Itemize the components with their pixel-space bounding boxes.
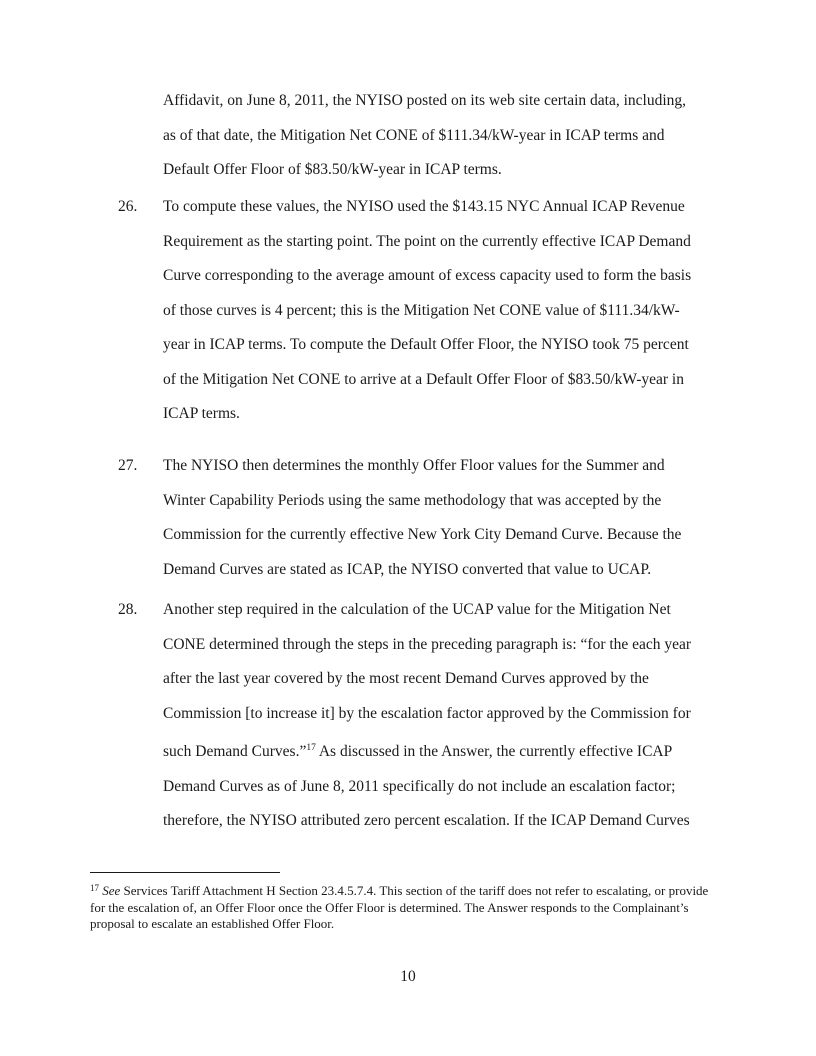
paragraph-28 <box>163 593 723 839</box>
text-fragment: As discussed in the Answer, the currently effective ICAP <box>315 743 673 760</box>
footnote-divider <box>90 872 280 873</box>
text-fragment: such Demand Curves.” <box>163 743 307 760</box>
text-line: as of that date, the Mitigation Net CONE of $111.34/kW-year in ICAP terms and <box>163 126 665 144</box>
text-line: Commission for the currently effective New York City Demand Curve. Because the <box>163 526 682 543</box>
text-line: therefore, the NYISO attributed zero percent escalation. If the ICAP Demand Curves <box>163 812 690 829</box>
continuation-paragraph <box>163 84 723 188</box>
page-number: 10 <box>400 968 416 985</box>
footnote-see: See <box>102 883 121 898</box>
text-line: ICAP terms. <box>163 405 240 422</box>
text-line: of the Mitigation Net CONE to arrive at a Default Offer Floor of $83.50/kW-year in <box>163 370 684 388</box>
text-line: year in ICAP terms. To compute the Default Offer Floor, the NYISO took 75 percent <box>163 336 689 353</box>
text-line: Affidavit, on June 8, 2011, the NYISO posted on its web site certain data, including, <box>163 92 687 109</box>
text-line: To compute these values, the NYISO used the $143.15 NYC Annual ICAP Revenue <box>163 198 685 215</box>
text-line: of those curves is 4 percent; this is the Mitigation Net CONE value of $111.34/kW- <box>163 301 680 319</box>
text-line: Commission [to increase it] by the escalation factor approved by the Commission for <box>163 704 691 722</box>
text-line: Winter Capability Periods using the same methodology that was accepted by the <box>163 491 662 509</box>
footnote-reference[interactable]: 17 <box>306 743 316 753</box>
paragraph-number: 26. <box>118 198 138 215</box>
text-line: after the last year covered by the most recent Demand Curves approved by the <box>163 670 649 687</box>
text-line: Demand Curves as of June 8, 2011 specifically do not include an escalation factor; <box>163 777 676 795</box>
text-line: Another step required in the calculation of the UCAP value for the Mitigation Net <box>163 601 671 618</box>
footnote <box>90 880 710 933</box>
text-line-with-footnote-ref <box>163 731 723 770</box>
paragraph-26 <box>163 190 723 432</box>
text-line: The NYISO then determines the monthly Offer Floor values for the Summer and <box>163 457 665 474</box>
paragraph-number: 28. <box>118 601 138 618</box>
text-line: CONE determined through the steps in the preceding paragraph is: “for the each year <box>163 635 692 653</box>
text-line: Default Offer Floor of $83.50/kW-year in ICAP terms. <box>163 161 502 178</box>
footnote-mark: 17 <box>90 883 99 893</box>
footnote-text: Services Tariff Attachment H Section 23.4.5.7.4. This section of the tariff does not refer to escalating, or provide for the escalation of, an Offer Floor once the Offer Floor is determined. The Answer responds to the Complainant’s proposal to escalate an established Offer Floor. <box>90 883 709 931</box>
text-line: Requirement as the starting point. The point on the currently effective ICAP Demand <box>163 232 691 250</box>
text-line: Curve corresponding to the average amount of excess capacity used to form the basis <box>163 267 692 284</box>
paragraph-27 <box>163 449 723 587</box>
text-line: Demand Curves are stated as ICAP, the NYISO converted that value to UCAP. <box>163 560 652 578</box>
paragraph-number: 27. <box>118 457 138 474</box>
